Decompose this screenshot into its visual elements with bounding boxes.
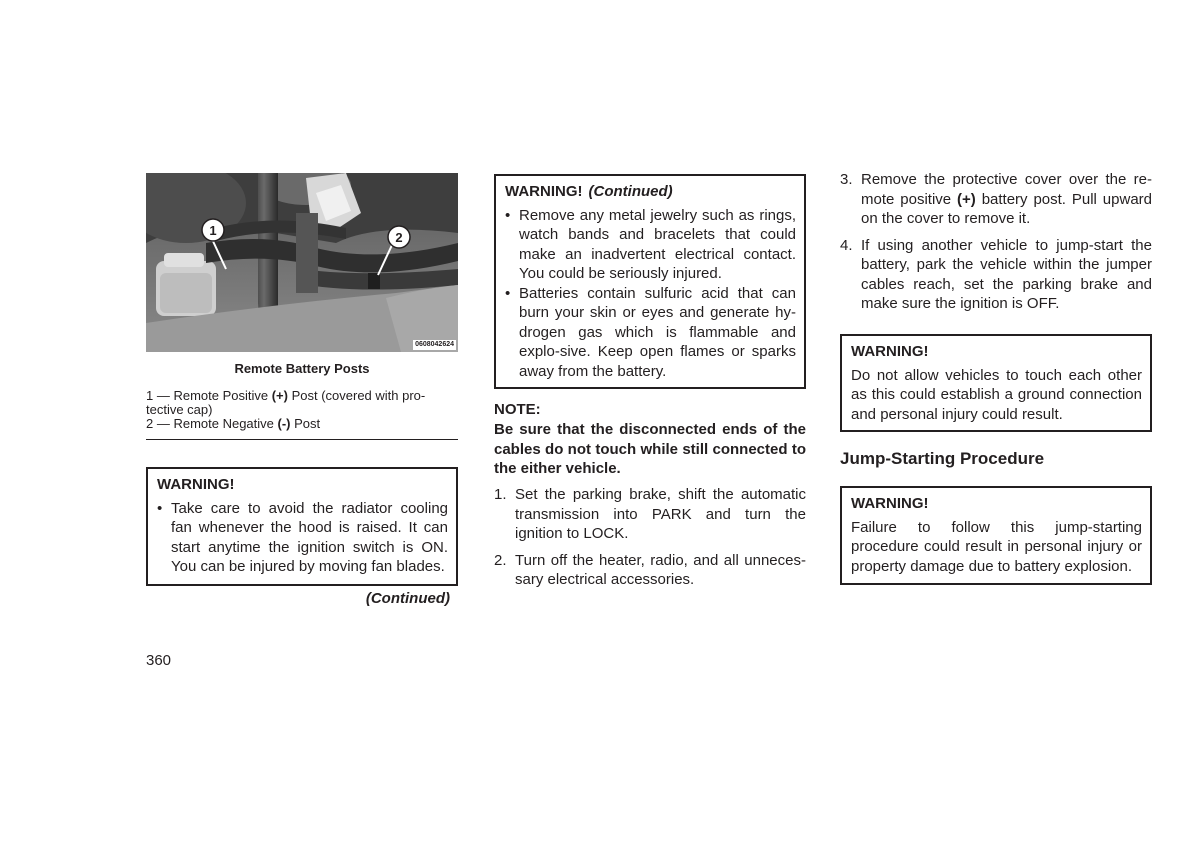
legend-item-2-symbol: (-) [277, 416, 291, 431]
callout-2-label: 2 [395, 230, 403, 245]
warning-title-text: WARNING! [505, 183, 583, 200]
note-body: Be sure that the disconnected ends of the cables do not touch while still connected to the either vehicle. [494, 421, 806, 477]
warning-body: Failure to follow this jump-starting procedure could result in personal injury or property damage due to battery explosion. [851, 518, 1142, 575]
legend-item-1-prefix: 1 — Remote Positive [146, 388, 272, 403]
procedure-step-2 [494, 551, 806, 590]
note-title: NOTE: [494, 401, 541, 418]
continued-label: (Continued) [365, 590, 450, 607]
warning-box-ground [840, 334, 1152, 432]
legend-item-2-prefix: 2 — Remote Negative [146, 416, 278, 431]
legend-item-1-suffix: Post (covered with pro- [287, 388, 426, 403]
warning-title: WARNING! [851, 495, 929, 512]
step-text: Turn off the heater, radio, and all unneces-sary electrical accessories. [515, 551, 806, 588]
warning-title: WARNING! [851, 343, 929, 360]
legend-divider [146, 439, 458, 440]
step-text: Set the parking brake, shift the automatic transmission into PARK and turn the ignition to LOCK. [515, 486, 806, 542]
warning-title-continued: (Continued) [588, 183, 673, 200]
step-text-symbol: (+) [957, 190, 976, 208]
warning-title [505, 182, 796, 202]
warning-bullet-acid: • Batteries contain sulfuric acid that can burn your skin or eyes and generate hy-drogen gas which is flammable and explo-sive. Keep open flames or sparks away from the battery. [505, 284, 796, 382]
step-number: 2. [494, 551, 507, 569]
legend-item-2 [146, 417, 458, 431]
warning-bullet: • Take care to avoid the radiator cooling fan whenever the hood is raised. It can start anytime the ignition switch is ON. You can be injured by moving fan blades. [157, 499, 448, 577]
step-text-a: Remove the protective cover over the re-mote positive [861, 171, 1152, 208]
remote-battery-posts-photo [146, 173, 458, 352]
step-number: 4. [840, 236, 853, 254]
figure-caption: Remote Battery Posts [234, 361, 370, 376]
legend-item-1 [146, 389, 458, 403]
warning-body: Do not allow vehicles to touch each other as this could establish a ground connection and personal injury could result. [851, 366, 1142, 423]
legend-item-1-symbol: (+) [271, 388, 288, 403]
procedure-step-4 [840, 236, 1152, 314]
procedure-steps-3-4 [840, 170, 1152, 321]
engine-bay-illustration [146, 173, 458, 352]
page-number: 360 [146, 652, 172, 669]
procedure-step-1 [494, 485, 806, 544]
procedure-step-3 [840, 170, 1152, 229]
procedure-steps-1-2 [494, 485, 806, 597]
step-number: 1. [494, 486, 507, 503]
figure-legend [146, 389, 458, 431]
section-heading: Jump-Starting Procedure [840, 449, 1045, 468]
warning-box-cooling-fan [146, 467, 458, 586]
image-id-label: 0608042624 [415, 341, 454, 348]
callout-1-label: 1 [209, 223, 217, 238]
step-text: If using another vehicle to jump-start the battery, park the vehicle within the jumper cables reach, set the parking brake and make sure the ignition is OFF. [861, 236, 1152, 312]
warning-bullet-jewelry: • Remove any metal jewelry such as rings, watch bands and bracelets that could make an inadvertent electrical contact. You could be seriously injured. [505, 206, 796, 284]
legend-item-1-continuation: tective cap) [146, 402, 213, 417]
step-number: 3. [840, 171, 853, 188]
warning-title: WARNING! [157, 476, 235, 493]
legend-item-2-suffix: Post [290, 416, 321, 431]
warning-box-procedure [840, 486, 1152, 585]
warning-box-continued [494, 174, 806, 389]
step-text-b: battery post. Pull upward on the cover to remove it. [861, 190, 1152, 227]
